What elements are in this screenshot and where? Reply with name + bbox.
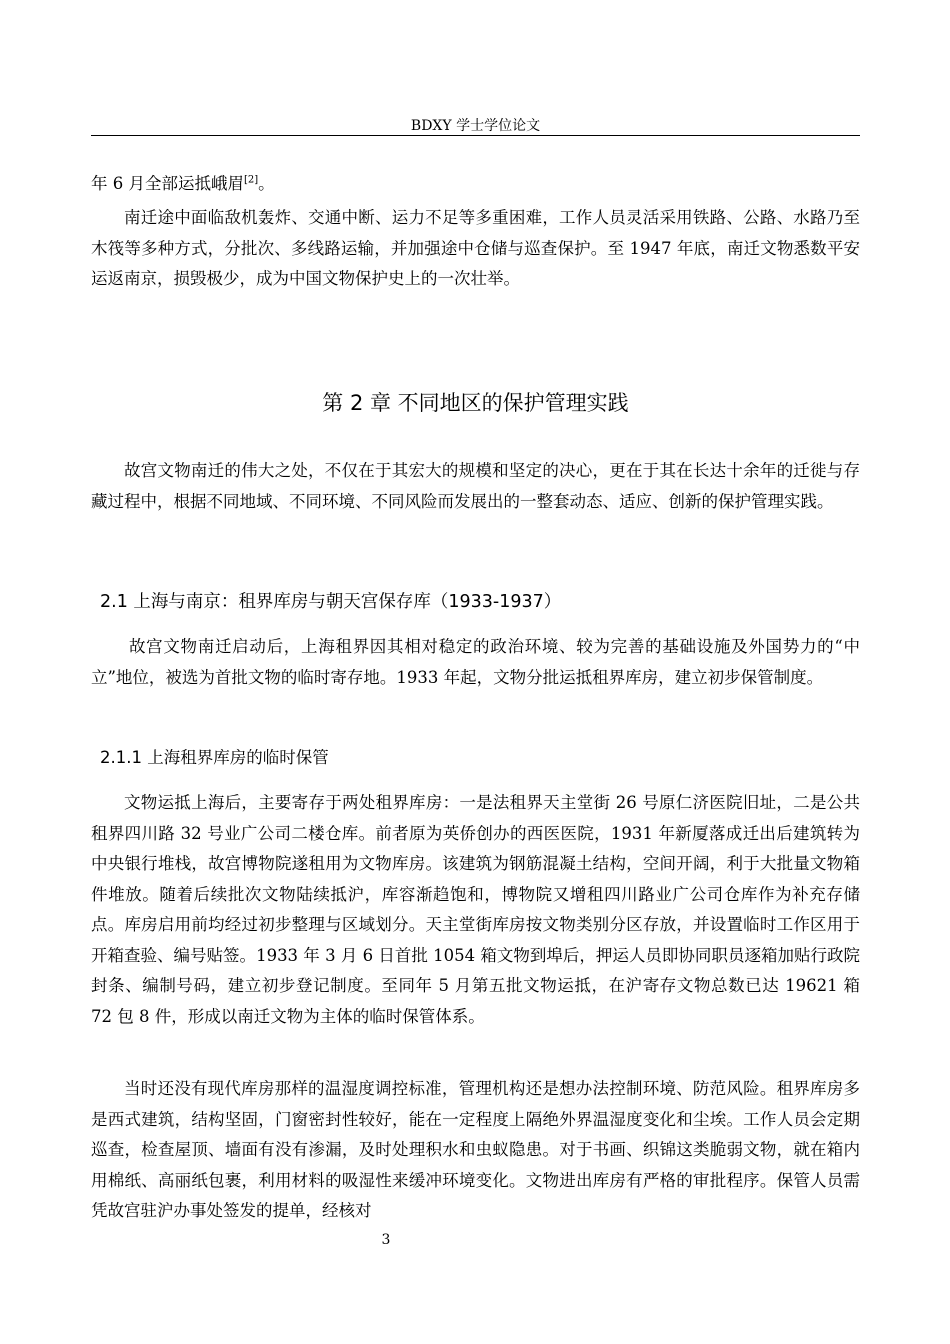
header-rule — [91, 135, 860, 136]
citation-ref: [2] — [244, 174, 259, 186]
paragraph-continuation-text: 年 6 月全部运抵峨眉 — [91, 174, 244, 193]
paragraph-chapter-intro: 故宫文物南迁的伟大之处，不仅在于其宏大的规模和坚定的决心，更在于其在长达十余年的迁徙与存藏过程中，根据不同地域、不同环境、不同风险而发展出的一整套动态、适应、创新的保护管理实践。 — [91, 461, 860, 511]
paragraph-section-intro: 故宫文物南迁启动后，上海租界因其相对稳定的政治环境、较为完善的基础设施及外国势力的“中立”地位，被选为首批文物的临时寄存地。1933 年起，文物分批运抵租界库房，建立初步保管制度。 — [91, 637, 860, 687]
paragraph-continuation — [91, 169, 860, 200]
subsection-heading: 2.1.1 上海租界库房的临时保管 — [100, 748, 329, 767]
paragraph-storage: 文物运抵上海后，主要寄存于两处租界库房：一是法租界天主堂街 26 号原仁济医院旧址，二是公共租界四川路 32 号业广公司二楼仓库。前者原为英侨创办的西医医院，1931 年新厦落成迁出后建筑转为中央银行堆栈，故宫博物院遂租用为文物库房。该建筑为钢筋混凝土结构，空间开阔，利于大批量文物箱件堆放。随着后续批次文物陆续抵沪，库容渐趋饱和，博物院又增租四川路业广公司仓库作为补充存储点。库房启用前均经过初步整理与区域划分。天主堂街库房按文物类别分区存放，并设置临时工作区用于开箱查验、编号贴签。1933 年 3 月 6 日首批 1054 箱文物到埠后，押运人员即协同职员逐箱加贴行政院封条、编制号码，建立初步登记制度。至同年 5 月第五批文物运抵，在沪寄存文物总数已达 19621 箱 72 包 8 件，形成以南迁文物为主体的临时保管体系。 — [91, 793, 860, 1026]
paragraph-environment: 当时还没有现代库房那样的温湿度调控标准，管理机构还是想办法控制环境、防范风险。租界库房多是西式建筑，结构坚固，门窗密封性较好，能在一定程度上隔绝外界温湿度变化和尘埃。工作人员会定期巡查，检查屋顶、墙面有没有渗漏，及时处理积水和虫蚁隐患。对于书画、织锦这类脆弱文物，就在箱内用棉纸、高丽纸包裹，利用材料的吸湿性来缓冲环境变化。文物进出库房有严格的审批程序。保管人员需凭故宫驻沪办事处签发的提单，经核对 — [91, 1079, 860, 1220]
paragraph-transport: 南迁途中面临敌机轰炸、交通中断、运力不足等多重困难，工作人员灵活采用铁路、公路、水路乃至木筏等多种方式，分批次、多线路运输，并加强途中仓储与巡查保护。至 1947 年底，南迁文物悉数平安运返南京，损毁极少，成为中国文物保护史上的一次壮举。 — [91, 208, 860, 288]
paragraph-continuation-end: 。 — [258, 174, 275, 193]
section-heading: 2.1 上海与南京：租界库房与朝天宫保存库（1933-1937） — [100, 592, 562, 612]
running-header: BDXY 学士学位论文 — [410, 118, 541, 134]
page-number: 3 — [381, 1232, 391, 1248]
chapter-title: 第 2 章 不同地区的保护管理实践 — [322, 391, 629, 415]
